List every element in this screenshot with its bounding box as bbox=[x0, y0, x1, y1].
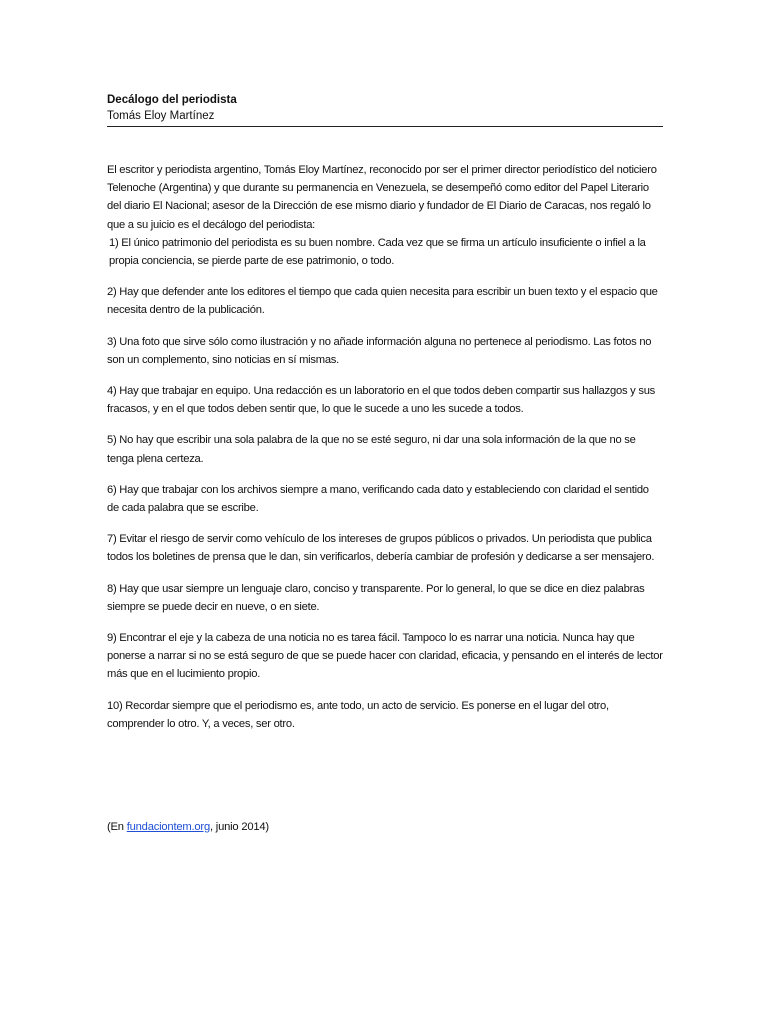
decalogue-point-4: 4) Hay que trabajar en equipo. Una redacción es un laboratorio en el que todos deben compartir sus hallazgos y sus fracasos, y en el que todos deben sentir que, lo que le sucede a uno les sucede a todos. bbox=[107, 385, 656, 416]
document-author: Tomás Eloy Martínez bbox=[107, 110, 215, 122]
decalogue-point-6: 6) Hay que trabajar con los archivos siempre a mano, verificando cada dato y estableciendo con claridad el sentido de cada palabra que se escribe. bbox=[107, 483, 649, 515]
decalogue-point-2: 2) Hay que defender ante los editores el tiempo que cada quien necesita para escribir un buen texto y el espacio que necesita dentro de la publicación. bbox=[107, 286, 658, 317]
document-page bbox=[107, 92, 663, 733]
decalogue-point-5: 5) No hay que escribir una sola palabra de la que no se esté seguro, ni dar una sola información de la que no se tenga plena certeza. bbox=[107, 434, 636, 465]
decalogue-point-10: 10) Recordar siempre que el periodismo es, ante todo, un acto de servicio. Es ponerse en el lugar del otro, comprender lo otro. Y, a veces, ser otro. bbox=[107, 699, 609, 730]
source-suffix: , junio 2014) bbox=[209, 821, 269, 833]
header-divider bbox=[107, 126, 663, 127]
source-citation bbox=[107, 818, 269, 836]
source-link[interactable]: fundaciontem.org bbox=[126, 821, 210, 833]
intro-block bbox=[107, 161, 663, 270]
document-title: Decálogo del periodista bbox=[107, 94, 237, 106]
decalogue-point-7: 7) Evitar el riesgo de servir como vehículo de los intereses de grupos públicos o privados. Un periodista que publica todos los boletines de prensa que le dan, sin verificarlos, debería cambiar de profesión y dedicarse a ser mensajero. bbox=[107, 533, 655, 564]
decalogue-point-9: 9) Encontrar el eje y la cabeza de una noticia no es tarea fácil. Tampoco lo es narrar una noticia. Nunca hay que ponerse a narrar si no se está seguro de que se puede hacer con claridad, eficacia, y pensando en el interés de lector más que en el lucimiento propio. bbox=[107, 632, 663, 681]
decalogue-point-3: 3) Una foto que sirve sólo como ilustración y no añade información alguna no pertenece al periodismo. Las fotos no son un complemento, sino noticias en sí mismas. bbox=[107, 335, 652, 366]
decalogue-point-8: 8) Hay que usar siempre un lenguaje claro, conciso y transparente. Por lo general, lo que se dice en diez palabras siempre se puede decir en nueve, o en siete. bbox=[107, 582, 645, 613]
source-prefix: (En bbox=[107, 821, 127, 833]
intro-paragraph: El escritor y periodista argentino, Tomás Eloy Martínez, reconocido por ser el primer director periodístico del noticiero Telenoche (Argentina) y que durante su permanencia en Venezuela, se desempeñó como editor del Papel Literario del diario El Nacional; asesor de la Dirección de ese mismo diario y fundador de El Diario de Caracas, nos regaló lo que a su juicio es el decálogo del periodista: bbox=[107, 164, 657, 231]
decalogue-point-1: 1) El único patrimonio del periodista es su buen nombre. Cada vez que se firma un artículo insuficiente o infiel a la propia conciencia, se pierde parte de ese patrimonio, o todo. bbox=[109, 236, 646, 268]
